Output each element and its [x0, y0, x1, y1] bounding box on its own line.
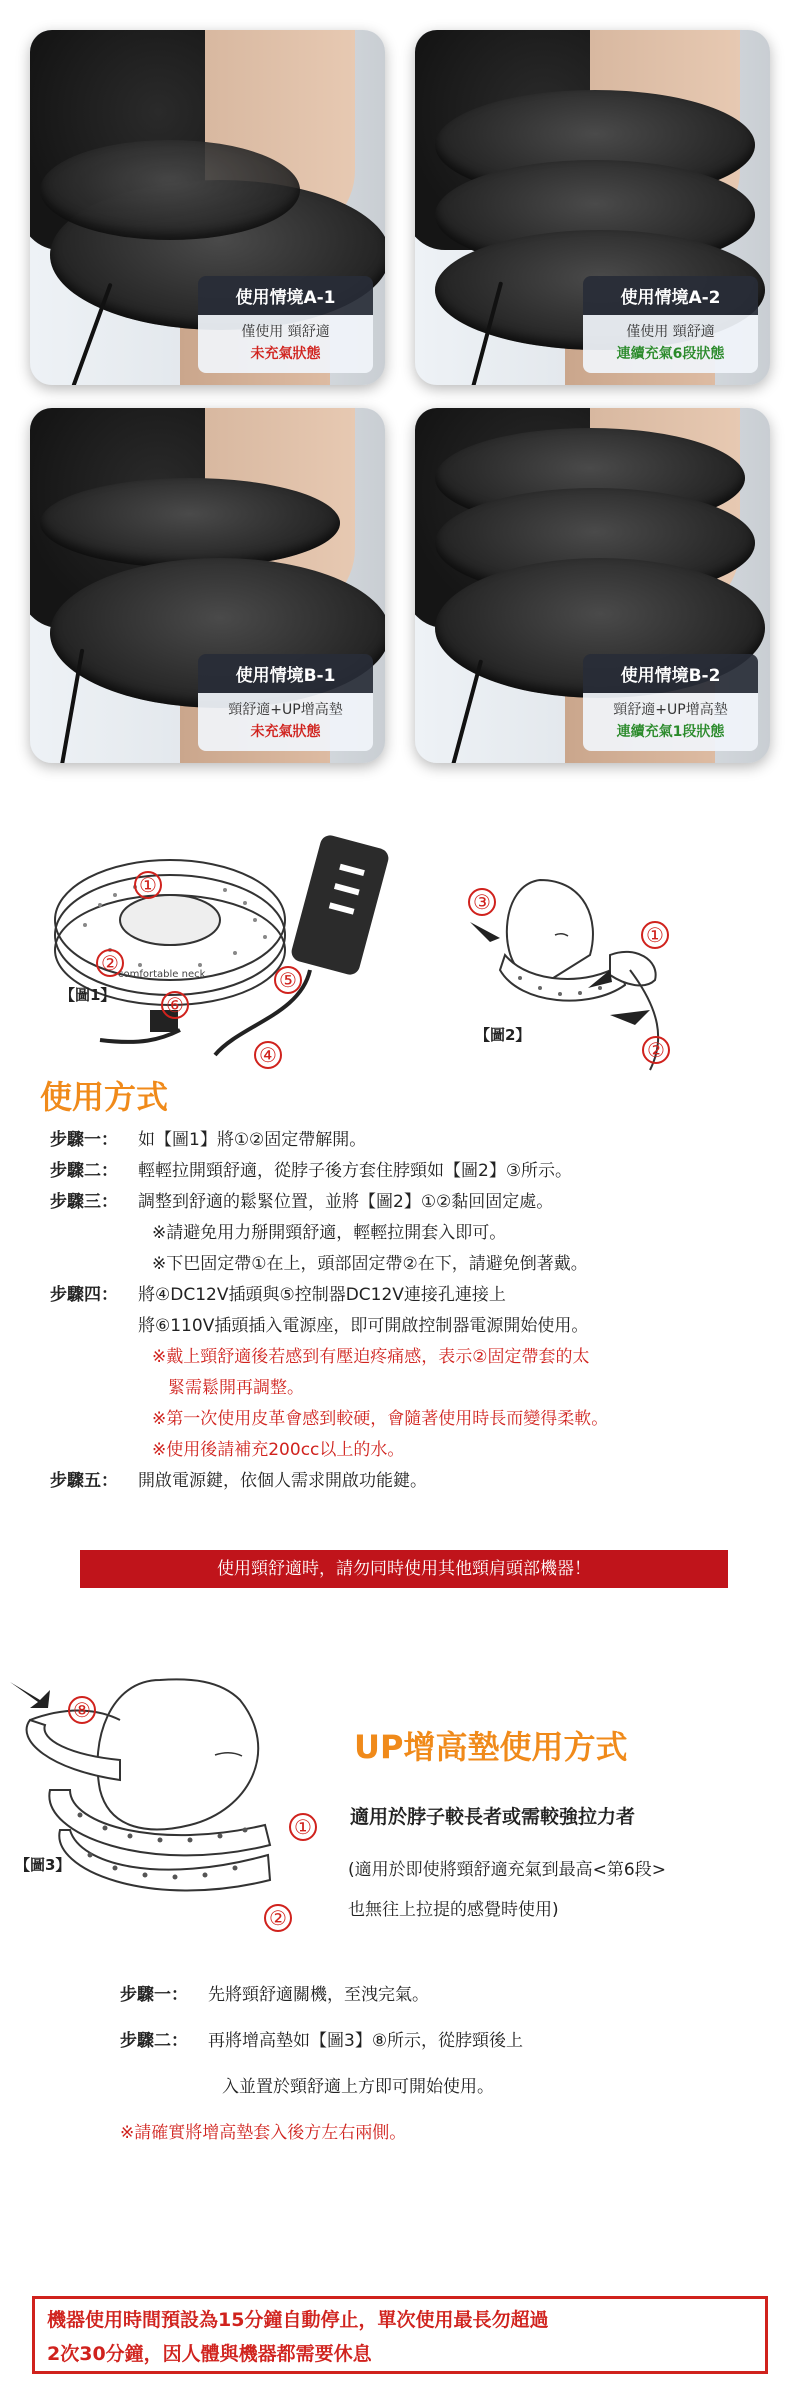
fig3-label: 【圖3】 — [15, 1856, 71, 1874]
step-text: 先將頸舒適關機，至洩完氣。 — [208, 1985, 429, 2005]
up-pad-title: UP增高墊使用方式 — [354, 1728, 628, 1766]
step-4-note-2: ※第一次使用皮革會感到較硬，會隨著使用時長而變得柔軟。 — [152, 1409, 609, 1429]
up-step-1 — [120, 1972, 770, 2018]
photo-scenario-b1 — [30, 408, 385, 763]
step-4 — [50, 1280, 770, 1311]
num-2: ② — [101, 951, 119, 975]
step-4-text-2: 將⑥110V插頭插入電源座，即可開啟控制器電源開始使用。 — [138, 1316, 589, 1336]
num-2: ② — [647, 1038, 665, 1062]
step-label: 步驟三： — [50, 1192, 118, 1212]
diagram-figure2 — [460, 860, 760, 1075]
photo-scenario-a1 — [30, 30, 385, 385]
up-step-2-cont: 入並置於頸舒適上方即可開始使用。 — [222, 2077, 494, 2097]
up-pad-desc-1: (適用於即使將頸舒適充氣到最高<第6段> — [348, 1860, 666, 1880]
step-text: 將④DC12V插頭與⑤控制器DC12V連接孔連接上 — [138, 1285, 506, 1305]
caption-title: 使用情境A-2 — [583, 276, 758, 315]
caption-line2: 未充氣狀態 — [250, 724, 321, 740]
caption-line2: 連續充氣6段狀態 — [616, 346, 725, 362]
scenario-caption — [583, 654, 758, 751]
step-3-note-2: ※下巴固定帶①在上，頭部固定帶②在下，請避免倒著戴。 — [152, 1254, 588, 1274]
caption-title: 使用情境B-1 — [198, 654, 373, 693]
fig1-label: 【圖1】 — [60, 986, 116, 1004]
num-1: ① — [139, 873, 157, 897]
up-pad-steps — [120, 1972, 770, 2156]
up-pad-subtitle: 適用於脖子較長者或需較強拉力者 — [350, 1806, 636, 1828]
caption-title: 使用情境B-2 — [583, 654, 758, 693]
fig2-label: 【圖2】 — [475, 1026, 531, 1044]
step-text: 如【圖1】將①②固定帶解開。 — [138, 1130, 367, 1150]
num-5: ⑤ — [279, 968, 297, 992]
num-3: ③ — [473, 890, 491, 914]
photo-scenario-a2 — [415, 30, 770, 385]
num-1: ① — [294, 1815, 312, 1839]
brand-text: comfortable neck — [118, 969, 206, 980]
caption-line1: 頸舒適+UP增高墊 — [228, 702, 343, 718]
num-2: ② — [269, 1906, 287, 1930]
step-text: 開啟電源鍵，依個人需求開啟功能鍵。 — [138, 1471, 427, 1491]
step-4-note-3: ※使用後請補充200cc以上的水。 — [152, 1440, 405, 1460]
num-8: ⑧ — [73, 1698, 91, 1722]
up-pad-desc-2: 也無往上拉提的感覺時使用) — [348, 1900, 559, 1920]
caption-line1: 僅使用 頸舒適 — [241, 324, 330, 340]
caption-line1: 僅使用 頸舒適 — [626, 324, 715, 340]
step-3 — [50, 1187, 770, 1218]
step-text: 輕輕拉開頸舒適，從脖子後方套住脖頸如【圖2】③所示。 — [138, 1161, 573, 1181]
step-1 — [50, 1125, 770, 1156]
step-5 — [50, 1466, 770, 1497]
notice-line-1: 機器使用時間預設為15分鐘自動停止，單次使用最長勿超過 — [47, 2309, 549, 2331]
step-text: 再將增高墊如【圖3】⑧所示，從脖頸後上 — [208, 2031, 524, 2051]
diagram-figure1 — [40, 825, 420, 1075]
usage-time-notice — [32, 2296, 768, 2374]
step-label: 步驟二： — [120, 2031, 188, 2051]
step-label: 步驟五： — [50, 1471, 118, 1491]
scenario-caption — [583, 276, 758, 373]
num-6: ⑥ — [166, 993, 184, 1017]
up-step-2 — [120, 2018, 770, 2064]
num-4: ④ — [259, 1043, 277, 1067]
step-3-note-1: ※請避免用力掰開頸舒適，輕輕拉開套入即可。 — [152, 1223, 507, 1243]
caption-line2: 未充氣狀態 — [250, 346, 321, 362]
scenario-caption — [198, 276, 373, 373]
step-label: 步驟二： — [50, 1161, 118, 1181]
step-label: 步驟四： — [50, 1285, 118, 1305]
step-label: 步驟一： — [120, 1985, 188, 2005]
diagram-figure3 — [10, 1660, 340, 1940]
usage-title: 使用方式 — [40, 1078, 169, 1116]
photo-scenario-b2 — [415, 408, 770, 763]
warning-banner: 使用頸舒適時，請勿同時使用其他頸肩頭部機器！ — [80, 1550, 728, 1588]
usage-steps — [50, 1125, 770, 1497]
caption-line2: 連續充氣1段狀態 — [616, 724, 725, 740]
step-label: 步驟一： — [50, 1130, 118, 1150]
step-4-note-1-cont: 緊需鬆開再調整。 — [168, 1378, 304, 1398]
up-pad-note: ※請確實將增高墊套入後方左右兩側。 — [120, 2123, 407, 2143]
caption-title: 使用情境A-1 — [198, 276, 373, 315]
scenario-caption — [198, 654, 373, 751]
step-text: 調整到舒適的鬆緊位置，並將【圖2】①②黏回固定處。 — [138, 1192, 554, 1212]
notice-line-2: 2次30分鐘，因人體與機器都需要休息 — [47, 2343, 372, 2365]
num-1: ① — [646, 923, 664, 947]
step-2 — [50, 1156, 770, 1187]
caption-line1: 頸舒適+UP增高墊 — [613, 702, 728, 718]
step-4-note-1: ※戴上頸舒適後若感到有壓迫疼痛感，表示②固定帶套的太 — [152, 1347, 590, 1367]
